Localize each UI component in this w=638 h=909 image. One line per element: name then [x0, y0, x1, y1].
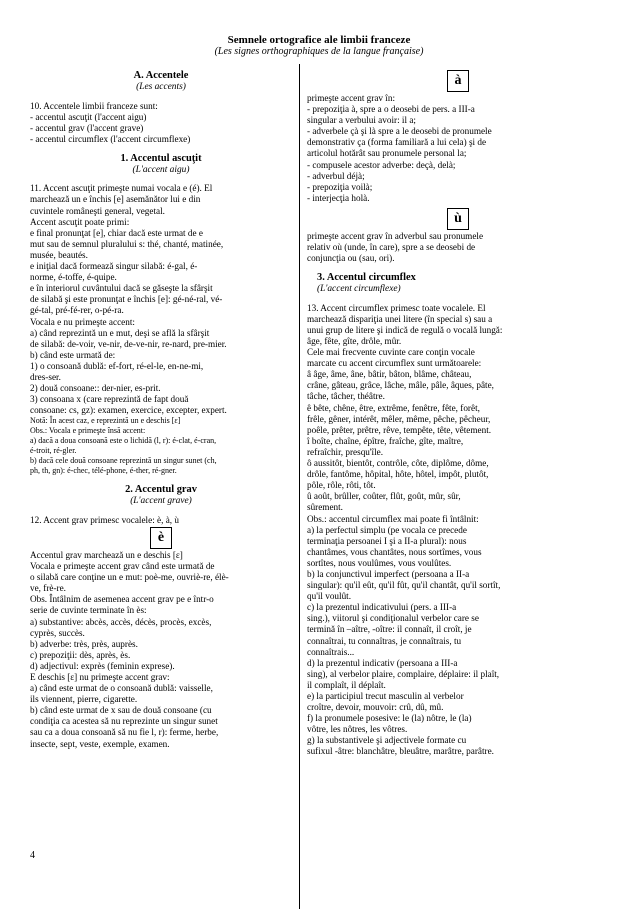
text-line: b) dacă cele două consoane reprezintă un singur sunet (ch, [30, 456, 217, 466]
page-number: 4 [30, 850, 35, 861]
text-line: unui grup de litere şi indică de regulă o vocală lungă: [307, 324, 503, 335]
text-line: pôle, rôle, rôti, tôt. [307, 480, 376, 491]
text-line: crâne, gâteau, grâce, lâche, mâle, pâle, âques, pâte, [307, 380, 494, 391]
section-3-subtitle: (L'accent circumflexe) [317, 284, 401, 295]
letter-box-e: è [150, 527, 172, 549]
text-line: croître, devoir, mouvoir: crû, dû, mû. [307, 702, 444, 713]
text-line: Obs. Întâlnim de asemenea accent grav pe e într-o [30, 594, 214, 605]
text-line: a) la perfectul simplu (pe vocala ce precede [307, 524, 467, 535]
text-line: terminaţia persoanei I şi a II-a plural): nous [307, 535, 467, 546]
text-line: 2) două consoane:: der-nier, es-prit. [30, 383, 161, 394]
right-column [307, 69, 609, 758]
text-line: a) când este urmat de o consoană dublă: vaisselle, [30, 683, 213, 694]
text-line: Vocala e nu primeşte accent: [30, 316, 135, 327]
text-line: d) adjectivul: exprès (feminin exprese). [30, 660, 175, 671]
text-line: primeşte accent grav în: [307, 93, 396, 103]
text-line: Vocala e primeşte accent grav când este urmată de [30, 561, 215, 572]
text-line: relativ où (unde, în care), spre a se deosebi de [307, 242, 476, 253]
text-line: 11. Accent ascuţit primeşte numai vocala e (é). El [30, 183, 213, 194]
text-line: g) la substantivele şi adjectivele formate cu [307, 735, 467, 746]
text-line: musée, beautés. [30, 249, 88, 260]
text-line: cuvintele româneşti general, vegetal. [30, 205, 165, 216]
paragraph-13 [307, 303, 609, 758]
text-line: a) substantive: abcès, accès, décès, procès, excès, [30, 616, 212, 627]
paragraph-12: 12. Accent grav primesc vocalele: è, à, ù [30, 514, 179, 525]
text-line: vôtre, les nôtres, les vôtres. [307, 724, 408, 735]
text-line: a) dacă a doua consoană este o lichidă (l, r): é-clat, é-cran, [30, 436, 217, 446]
text-line: - accentul ascuţit (l'accent aigu) [30, 111, 147, 122]
text-line: ê bête, chêne, être, extrême, fenêtre, fête, forêt, [307, 402, 480, 413]
section-3-title: 3. Accentul circumflex [317, 272, 416, 284]
text-line: Accent ascuţit poate primi: [30, 216, 130, 227]
text-line: e iniţial dacă formează singur silabă: é-gal, é- [30, 261, 198, 272]
text-line: qu'il voulût. [307, 591, 352, 602]
text-line: tâche, tâcher, théâtre. [307, 391, 385, 402]
text-line: singular a verbului avoir: il a; [307, 115, 416, 126]
text-line: ve, frè-re. [30, 583, 66, 594]
paragraph-e-grave [30, 550, 292, 750]
text-line: sau ca a doua consoană să nu fie l, r): ferme, herbe, [30, 727, 219, 738]
text-line: de silabă şi este pronunţat e închis [e]: gé-né-ral, vé- [30, 294, 223, 305]
text-line: cyprès, succès. [30, 627, 85, 638]
text-line: gé-tal, pré-fé-rer, o-pé-ra. [30, 305, 124, 316]
text-line: û août, brûller, coûter, flût, goût, mûr, sûr, [307, 491, 461, 502]
text-line: chantâmes, vous chantâtes, nous sortîmes, vous [307, 546, 482, 557]
text-line: - prepoziţia à, spre a o deosebi de pers. a III-a [307, 104, 475, 115]
text-line: E deschis [ɛ] nu primeşte accent grav: [30, 671, 170, 682]
text-line: drôle, fantôme, hôpital, hôte, hôtel, impôt, plutôt, [307, 469, 489, 480]
text-line: marchează dispariţia unei litere (în special s) sau a [307, 313, 493, 324]
text-line: 13. Accent circumflex primesc toate vocalele. El [307, 302, 486, 313]
text-line: b) adverbe: très, près, auprès. [30, 638, 138, 649]
column-divider [299, 64, 300, 909]
text-line: d) la prezentul indicativ (persoana a III-a [307, 657, 458, 668]
text-line: - adverbul déjà; [307, 170, 365, 181]
text-line: singular): qu'il eût, qu'il fût, qu'il chantât, qu'il sortît, [307, 580, 501, 591]
text-line: b) când este urmat de x sau de două consoane (cu [30, 705, 212, 716]
text-line: marchează un e închis [e] asemănător lui e din [30, 194, 201, 205]
section-a-subtitle: (Les accents) [136, 82, 186, 92]
text-line: sing), al verbelor plaire, complaire, déplaire: il plaît, [307, 668, 500, 679]
text-line: norme, é-toffe, é-quipe. [30, 272, 117, 283]
text-line: de silabă: de-voir, ve-nir, de-ve-nir, re-nard, pre-mier. [30, 338, 227, 349]
text-line: sortîtes, nous voulûmes, vous voulûtes. [307, 557, 452, 568]
text-line: sûrement. [307, 502, 343, 513]
paragraph-a-grave [307, 93, 609, 204]
text-line: primeşte accent grav în adverbul sau pronumele [307, 230, 484, 241]
text-line: f) la pronumele posesive: le (la) nôtre, le (la) [307, 713, 472, 724]
text-line: - accentul circumflex (l'accent circumflexe) [30, 133, 191, 144]
text-line: termină în –aître, -oître: il connaît, il croît, je [307, 624, 472, 635]
text-line: articolul hotărât sau pronumele personal la; [307, 148, 467, 159]
text-line: î boîte, chaîne, épître, fraîche, gîte, maître, [307, 435, 464, 446]
text-line: 1) o consoană dublă: ef-fort, ré-el-le, en-ne-mi, [30, 360, 204, 371]
text-line: poêle, prêter, prêtre, rêve, tempête, tête, vêtement. [307, 424, 492, 435]
text-line: serie de cuvinte terminate în ès: [30, 605, 147, 616]
text-line: sing.), viitorul şi condiţionalul verbelor care se [307, 613, 479, 624]
text-line: e în interiorul cuvântului dacă se găseşte la sfârşit [30, 283, 213, 294]
text-line: insecte, sept, veste, exemple, examen. [30, 738, 170, 749]
text-line: o silabă care conţine un e mut: poè-me, ouvriè-re, élè- [30, 572, 229, 583]
text-line: - prepoziţia voilà; [307, 181, 373, 192]
text-line: ils viennent, pierre, cigarette. [30, 694, 138, 705]
text-line: ph, th, gn): é-chec, télé-phone, é-ther, ré-gner. [30, 466, 177, 476]
text-line: b) la conjunctivul imperfect (persoana a II-a [307, 568, 470, 579]
text-line: Obs.: Vocala e primeşte însă accent: [30, 426, 146, 436]
text-line: consoane: cs, gz): examen, exercice, excepter, expert. [30, 405, 227, 416]
paragraph-u-grave [307, 231, 609, 264]
text-line: c) prepoziţii: dès, après, ès. [30, 649, 131, 660]
section-a-title: A. Accentele [133, 70, 189, 81]
text-line: - compusele acestor adverbe: deçà, delà; [307, 159, 456, 170]
text-line: il complaît, il déplaît. [307, 679, 386, 690]
section-1-title: 1. Accentul ascuţit [120, 152, 202, 164]
text-line: e final pronunţat [e], chiar dacă este urmat de e [30, 227, 203, 238]
text-line: a) când reprezintă un e mut, deşi se află la sfârşit [30, 327, 210, 338]
text-line: é-troit, ré-gler. [30, 446, 77, 456]
text-line: connaîtrai, tu connaîtras, je connaîtrais, tu [307, 635, 462, 646]
text-line: Accentul grav marchează un e deschis [ɛ] [30, 549, 183, 560]
text-line: ô aussitôt, bientôt, contrôle, côte, diplôme, dôme, [307, 458, 489, 469]
notes-block [30, 416, 292, 476]
text-line: â âge, âme, âne, bâtir, bâton, blâme, château, [307, 369, 472, 380]
text-line: Cele mai frecvente cuvinte care conţin vocale [307, 347, 475, 358]
section-2-subtitle: (L'accent grave) [130, 496, 192, 507]
text-line: b) când este urmată de: [30, 349, 116, 360]
text-line: e) la participiul trecut masculin al verbelor [307, 691, 464, 701]
section-2-title: 2. Accentul grav [125, 484, 197, 496]
text-line: dres-ser. [30, 371, 61, 382]
text-line: - adverbele çà şi là spre a le deosebi de pronumele [307, 126, 492, 137]
text-line: condiţia ca acestea să nu reprezinte un singur sunet [30, 716, 218, 727]
text-line: Obs.: accentul circumflex mai poate fi întâlnit: [307, 513, 479, 524]
text-line: demonstrativ ça (forma familiară a lui cela) şi de [307, 137, 487, 148]
page-subtitle: (Les signes orthographiques de la langue française) [214, 46, 424, 57]
text-line: conjuncţia ou (sau, ori). [307, 253, 395, 264]
text-line: marcate cu accent circumflex sunt următoarele: [307, 358, 482, 369]
text-line: sufixul -âtre: blanchâtre, bleuâtre, marâtre, parâtre. [307, 746, 494, 757]
text-line: mut sau de semnul pluralului s: thé, chanté, matinée, [30, 238, 224, 249]
paragraph-11 [30, 183, 292, 416]
text-line: 3) consoana x (care reprezintă de fapt două [30, 394, 189, 405]
text-line: - accentul grav (l'accent grave) [30, 122, 144, 133]
text-line: - interjecţia holà. [307, 192, 370, 203]
text-line: refraîchir, presqu'île. [307, 446, 384, 457]
text-line: connaîtrais... [307, 646, 355, 657]
left-column [30, 69, 292, 750]
section-1-subtitle: (L'accent aigu) [132, 164, 190, 175]
text-line: frêle, gêner, intérêt, mêler, même, pêche, pêcheur, [307, 413, 491, 424]
letter-box-u: ù [447, 208, 469, 230]
page-title: Semnele ortografice ale limbii franceze [227, 34, 411, 46]
letter-box-a: à [447, 70, 469, 92]
text-line: âge, fête, gîte, drôle, mûr. [307, 336, 402, 346]
paragraph-10 [30, 101, 292, 145]
text-line: Notă: În acest caz, e reprezintă un e deschis [ɛ] [30, 416, 181, 426]
text-line: c) la prezentul indicativului (pers. a III-a [307, 602, 457, 613]
text-line: 10. Accentele limbii franceze sunt: [30, 100, 158, 111]
